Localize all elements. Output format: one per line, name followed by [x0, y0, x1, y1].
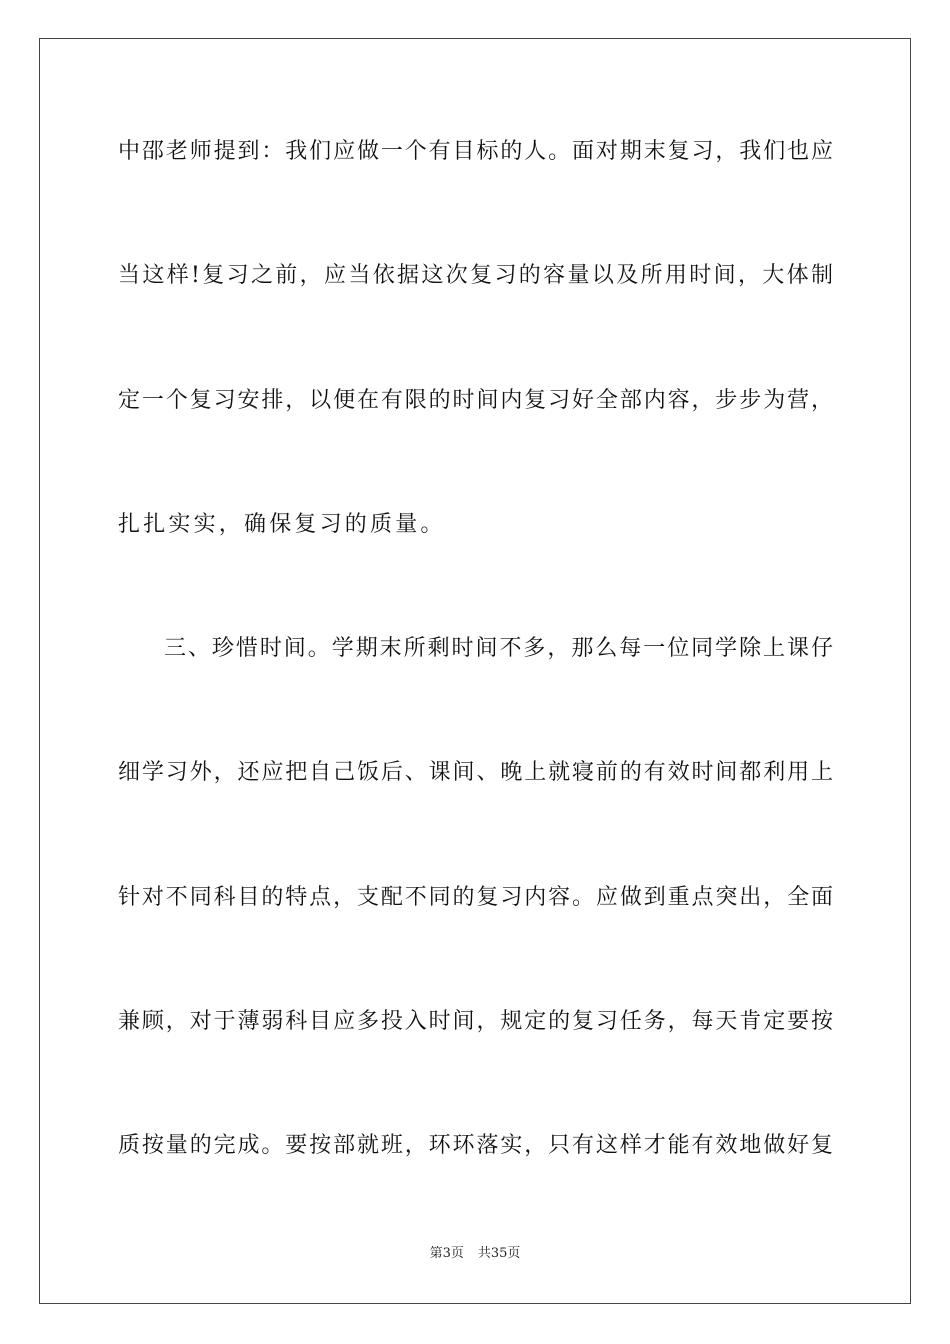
- body-line-3: 定一个复习安排，以便在有限的时间内复习好全部内容，步步为营，: [118, 388, 833, 413]
- total-pages-label: 共35页: [477, 1246, 521, 1261]
- body-line-7: 针对不同科目的特点，支配不同的复习内容。应做到重点突出，全面: [118, 885, 833, 910]
- page-footer: [0, 1244, 950, 1264]
- body-line-4: 扎扎实实，确保复习的质量。: [118, 512, 446, 537]
- body-line-9: 质按量的完成。要按部就班，环环落实，只有这样才能有效地做好复: [118, 1133, 833, 1158]
- body-line-2: 当这样!复习之前，应当依据这次复习的容量以及所用时间，大体制: [118, 263, 833, 288]
- body-line-5: 三、珍惜时间。学期末所剩时间不多，那么每一位同学除上课仔: [164, 636, 833, 661]
- page-frame: [39, 38, 911, 1304]
- current-page-label: 第3页: [429, 1246, 464, 1261]
- body-line-1: 中邵老师提到：我们应做一个有目标的人。面对期末复习，我们也应: [118, 139, 833, 164]
- body-line-8: 兼顾，对于薄弱科目应多投入时间，规定的复习任务，每天肯定要按: [118, 1009, 833, 1034]
- body-line-6: 细学习外，还应把自己饭后、课间、晚上就寝前的有效时间都利用上: [118, 760, 833, 785]
